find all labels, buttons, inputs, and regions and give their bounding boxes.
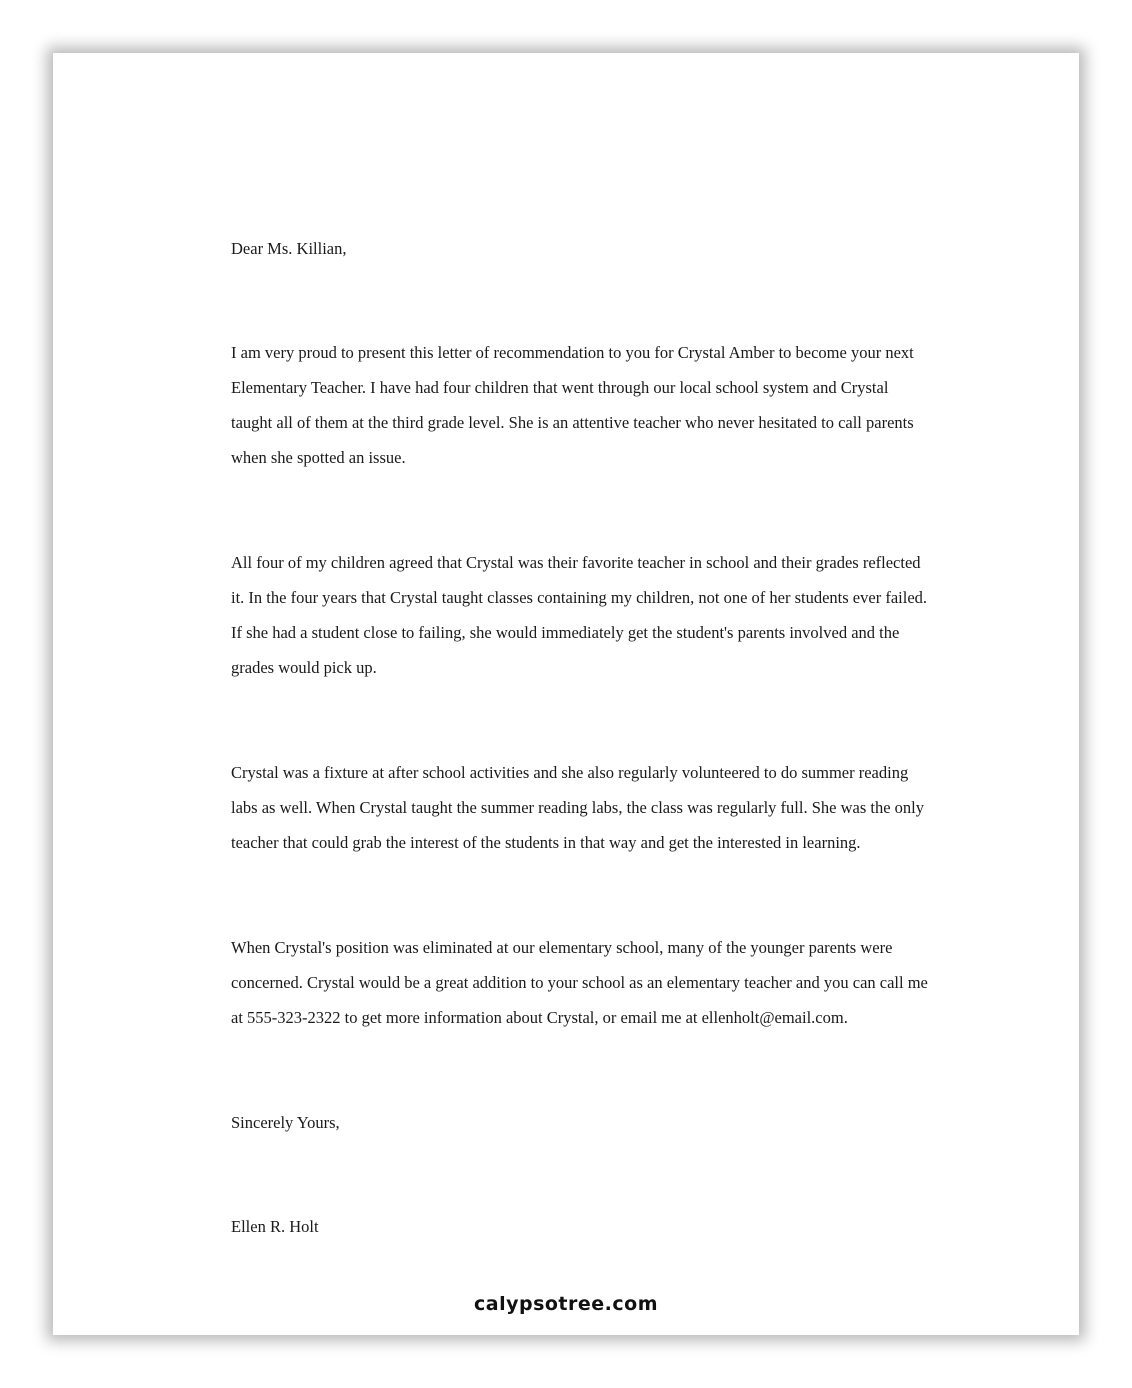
paragraph-line: teacher that could grab the interest of the students in that way and get the interested in learning. [231,833,861,852]
paragraph-line: When Crystal's position was eliminated at our elementary school, many of the younger parents were [231,938,893,957]
paragraph-line: taught all of them at the third grade level. She is an attentive teacher who never hesitated to call parents [231,413,914,432]
signature-name: Ellen R. Holt [231,1217,319,1236]
paragraph-line: at 555-323-2322 to get more information about Crystal, or email me at ellenholt@email.com. [231,1008,848,1027]
paragraph-line: concerned. Crystal would be a great addition to your school as an elementary teacher and you can call me [231,973,928,992]
salutation: Dear Ms. Killian, [231,239,347,258]
paragraph-line: labs as well. When Crystal taught the summer reading labs, the class was regularly full. She was the only [231,798,924,817]
watermark: calypsotree.com [473,1293,658,1315]
paragraph-line: it. In the four years that Crystal taught classes containing my children, not one of her students ever failed. [231,588,928,607]
paragraph-line: when she spotted an issue. [231,448,406,467]
closing: Sincerely Yours, [231,1113,340,1132]
paragraph-line: Elementary Teacher. I have had four children that went through our local school system and Crystal [231,378,889,397]
paragraph-line: grades would pick up. [231,658,377,677]
paragraph-line: If she had a student close to failing, she would immediately get the student's parents involved and the [231,623,900,642]
paragraph-line: All four of my children agreed that Crystal was their favorite teacher in school and their grades reflected [231,553,921,572]
paragraph-line: I am very proud to present this letter of recommendation to you for Crystal Amber to become your next [231,343,914,362]
letter-page [53,53,1079,1335]
paragraph-line: Crystal was a fixture at after school activities and she also regularly volunteered to do summer reading [231,763,909,782]
